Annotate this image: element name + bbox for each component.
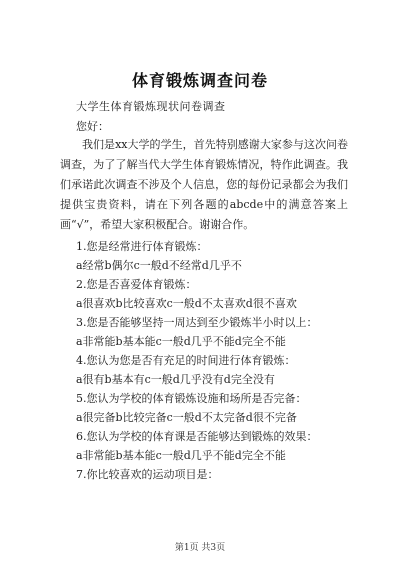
- question-6-options: a非常能b基本能c一般d几乎不能d完全不能: [76, 449, 286, 462]
- question-1-options: a经常b偶尔c一般d不经常d几乎不: [76, 259, 242, 272]
- question-4: 4.您认为您是否有充足的时间进行体育锻炼：: [76, 354, 296, 367]
- document-subtitle: 大学生体育锻炼现状问卷调查: [76, 100, 226, 113]
- page-footer: 第1页 共3页: [174, 543, 226, 553]
- question-2-options: a很喜欢b比较喜欢c一般d不太喜欢d很不喜欢: [76, 297, 297, 310]
- intro-paragraph: 我们是xx大学的学生，首先特别感谢大家参与这次问卷调查，为了了解当代大学生体育锻炼情况，特作此调查。我们承诺此次调查不涉及个人信息，您的每份记录都会为我们提供宝贵资料，请在下列各题的abcde中的满意答案上画“√”，希望大家积极配合。谢谢合作。: [60, 138, 348, 231]
- question-3-options: a非常能b基本能c一般d几乎不能d完全不能: [76, 335, 286, 348]
- question-2: 2.您是否喜爱体育锻炼：: [76, 278, 197, 291]
- question-5-options: a很完备b比较完备c一般d不太完备d很不完备: [76, 411, 297, 424]
- question-6: 6.您认为学校的体育课是否能够达到锻炼的效果：: [76, 430, 318, 443]
- question-list: [76, 237, 366, 484]
- question-5: 5.您认为学校的体育锻炼设施和场所是否完备：: [76, 392, 307, 405]
- document-title: 体育锻炼调查问卷: [131, 71, 268, 90]
- greeting-text: 您好：: [76, 120, 109, 133]
- question-4-options: a很有b基本有c一般d几乎没有d完全没有: [76, 373, 275, 386]
- question-1: 1.您是经常进行体育锻炼：: [76, 240, 208, 253]
- question-7: 7.你比较喜欢的运动项目是：: [76, 468, 219, 481]
- question-3: 3.您是否能够坚持一周达到至少锻炼半小时以上：: [76, 316, 318, 329]
